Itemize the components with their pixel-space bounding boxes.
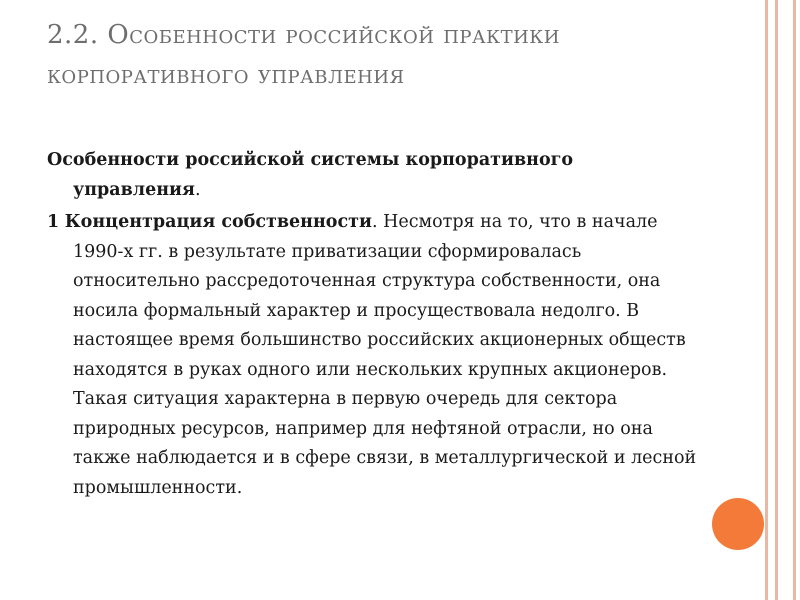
slide-title	[47, 18, 747, 92]
paragraph-number: 1	[47, 212, 60, 232]
heading-period: .	[194, 179, 201, 200]
content-paragraph-1	[47, 208, 697, 503]
decorative-stripe	[775, 0, 778, 600]
slide-content	[47, 146, 697, 503]
decorative-circle	[712, 498, 764, 550]
paragraph-text: . Несмотря на то, что в начале 1990-х гг. в результате приватизации сформировалась относительно рассредоточенная структура собственности, она носила формальный характер и просуществовала недолго. В настоящее время большинство российских акционерных обществ находятся в руках одного или нескольких крупных акционеров. Такая ситуация характерна в первую очередь для сектора природных ресурсов, например для нефтяной отрасли, но она также наблюдается и в сфере связи, в металлургической и лесной промышленности.	[73, 212, 697, 498]
paragraph-term: Концентрация собственности	[64, 212, 372, 232]
decorative-stripe	[793, 0, 796, 600]
title-line-2: корпоративного управления	[47, 60, 405, 90]
content-heading	[47, 146, 697, 205]
title-line-1: 2.2. Особенности российской практики	[47, 20, 560, 50]
heading-text: Особенности российской системы корпоративного управления	[47, 150, 574, 200]
decorative-stripe	[765, 0, 768, 600]
